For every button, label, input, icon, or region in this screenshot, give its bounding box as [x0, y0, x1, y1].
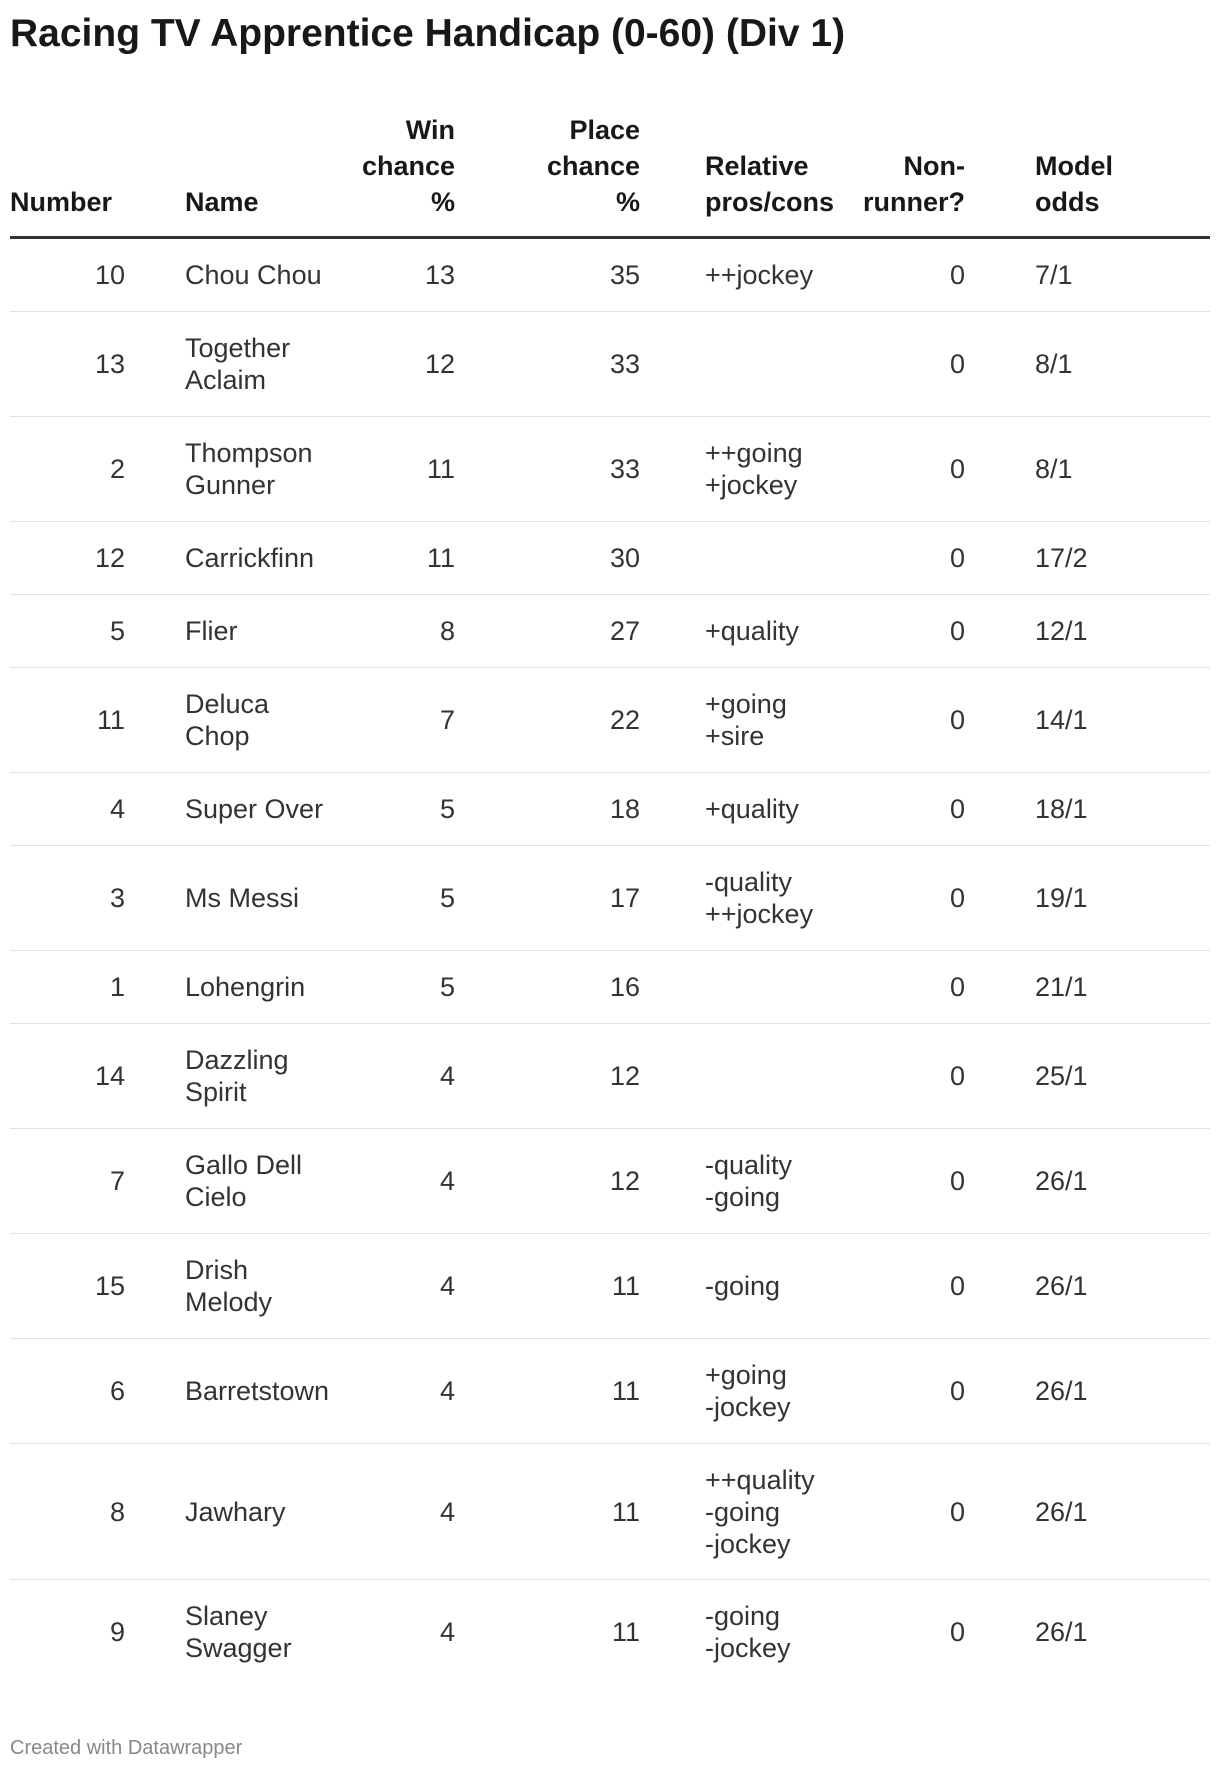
- cell-pros-cons: ++going +jockey: [680, 417, 855, 522]
- cell-pros-cons: -quality -going: [680, 1129, 855, 1234]
- table-row: [10, 417, 1210, 522]
- cell-pros-cons: -quality ++jockey: [680, 846, 855, 951]
- table-row: [10, 1339, 1210, 1444]
- cell-pros-cons: +quality: [680, 773, 855, 846]
- cell-number: [10, 846, 185, 951]
- cell-model-odds: 26/1: [1035, 1129, 1210, 1234]
- table-body: [10, 238, 1210, 1685]
- cell-non-runner: 0: [855, 595, 1035, 668]
- cell-place-chance: 17: [515, 846, 680, 951]
- cell-model-odds: 8/1: [1035, 417, 1210, 522]
- cell-win-chance: 8: [350, 595, 515, 668]
- cell-number-value: 1: [109, 972, 125, 1002]
- cell-model-odds: 18/1: [1035, 773, 1210, 846]
- cell-non-runner: 0: [855, 1444, 1035, 1580]
- cell-name: Super Over: [185, 773, 350, 846]
- cell-non-runner: 0: [949, 1617, 965, 1647]
- cell-pros-cons: -going -jockey: [705, 1601, 791, 1663]
- cell-non-runner: 0: [855, 417, 1035, 522]
- cell-number: [10, 595, 185, 668]
- cell-model-odds: 25/1: [1035, 1024, 1210, 1129]
- table-row: [10, 951, 1210, 1024]
- cell-win-chance: 11: [350, 417, 515, 522]
- cell-non-runner: 0: [855, 1339, 1035, 1444]
- column-header-pros-cons[interactable]: Relative pros/cons: [680, 106, 855, 238]
- cell-pros-cons: [680, 1024, 855, 1129]
- cell-number: [10, 312, 185, 417]
- cell-place-chance: 11: [515, 1234, 680, 1339]
- table-row: [10, 1580, 1210, 1685]
- cell-number-value: 13: [94, 349, 125, 379]
- cell-pros-cons: ++quality -going -jockey: [680, 1444, 855, 1580]
- column-header-win-chance[interactable]: Win chance %: [350, 106, 515, 238]
- cell-place-chance: 35: [515, 238, 680, 312]
- cell-win-chance: 4: [439, 1617, 455, 1647]
- cell-non-runner: 0: [855, 1234, 1035, 1339]
- cell-number: [10, 951, 185, 1024]
- cell-win-chance: 13: [350, 238, 515, 312]
- cell-place-chance: 30: [515, 522, 680, 595]
- cell-model-odds: 8/1: [1035, 312, 1210, 417]
- cell-win-chance: 11: [350, 522, 515, 595]
- cell-place-chance: 18: [515, 773, 680, 846]
- cell-number: [10, 238, 185, 312]
- cell-non-runner: 0: [855, 312, 1035, 417]
- cell-model-odds: 26/1: [1035, 1339, 1210, 1444]
- cell-number-value: 2: [109, 454, 125, 484]
- cell-place-chance: 11: [515, 1339, 680, 1444]
- cell-model-odds: 26/1: [1035, 1617, 1088, 1647]
- cell-win-chance: 5: [350, 773, 515, 846]
- cell-pros-cons: +going -jockey: [680, 1339, 855, 1444]
- chart-title: Racing TV Apprentice Handicap (0-60) (Div 1): [10, 12, 846, 55]
- cell-win-chance: 12: [350, 312, 515, 417]
- table-row: [10, 522, 1210, 595]
- table-row: [10, 238, 1210, 312]
- cell-number-value: 11: [96, 705, 125, 735]
- cell-model-odds: 14/1: [1035, 668, 1210, 773]
- cell-name: Carrickfinn: [185, 522, 350, 595]
- cell-place-chance: 12: [515, 1129, 680, 1234]
- cell-place-chance: 27: [515, 595, 680, 668]
- cell-win-chance: 4: [350, 1024, 515, 1129]
- cell-non-runner: 0: [855, 668, 1035, 773]
- cell-name: Together Aclaim: [185, 312, 350, 417]
- column-header-non-runner[interactable]: Non- runner?: [855, 106, 1035, 238]
- cell-pros-cons: [680, 522, 855, 595]
- cell-number-value: 5: [109, 616, 125, 646]
- cell-number-value: 12: [94, 543, 125, 573]
- cell-model-odds: 17/2: [1035, 522, 1210, 595]
- cell-name: Deluca Chop: [185, 668, 350, 773]
- cell-pros-cons: +going +sire: [680, 668, 855, 773]
- cell-win-chance: 4: [350, 1444, 515, 1580]
- footer-credit: Created with Datawrapper: [10, 1737, 243, 1759]
- cell-number-value: 9: [109, 1617, 125, 1647]
- table-row: [10, 1129, 1210, 1234]
- cell-model-odds: 26/1: [1035, 1444, 1210, 1580]
- cell-non-runner: 0: [855, 846, 1035, 951]
- cell-name: Lohengrin: [185, 951, 350, 1024]
- cell-win-chance: 4: [350, 1129, 515, 1234]
- column-header-number[interactable]: Number: [10, 106, 185, 238]
- column-header-name[interactable]: Name: [185, 106, 350, 238]
- table-row: [10, 668, 1210, 773]
- cell-name: Gallo Dell Cielo: [185, 1129, 350, 1234]
- cell-number: [10, 1580, 185, 1685]
- cell-number: [10, 773, 185, 846]
- cell-number-value: 3: [109, 883, 125, 913]
- cell-number: [10, 668, 185, 773]
- cell-model-odds: 12/1: [1035, 595, 1210, 668]
- cell-number: [10, 1024, 185, 1129]
- table-row: [10, 595, 1210, 668]
- cell-number-value: 8: [109, 1496, 125, 1527]
- cell-name: Ms Messi: [185, 846, 350, 951]
- cell-number: [10, 1339, 185, 1444]
- cell-win-chance: 5: [350, 951, 515, 1024]
- cell-number: [10, 1129, 185, 1234]
- cell-name: Flier: [185, 595, 350, 668]
- cell-place-chance: 12: [515, 1024, 680, 1129]
- cell-number-value: 15: [94, 1271, 125, 1301]
- cell-number: [10, 1444, 185, 1580]
- cell-number-value: 6: [109, 1376, 125, 1406]
- cell-place-chance: 33: [515, 417, 680, 522]
- cell-place-chance: 33: [515, 312, 680, 417]
- cell-name: Thompson Gunner: [185, 417, 350, 522]
- cell-win-chance: 5: [350, 846, 515, 951]
- table-row: [10, 846, 1210, 951]
- cell-non-runner: 0: [855, 773, 1035, 846]
- cell-name: Jawhary: [185, 1444, 350, 1580]
- column-header-place-chance[interactable]: Place chance %: [515, 106, 680, 238]
- cell-number: [10, 417, 185, 522]
- cell-pros-cons: -going: [680, 1234, 855, 1339]
- cell-number-value: 10: [94, 260, 125, 290]
- cell-place-chance: 16: [515, 951, 680, 1024]
- cell-model-odds: 26/1: [1035, 1234, 1210, 1339]
- data-table: [10, 106, 1210, 1684]
- cell-model-odds: 21/1: [1035, 951, 1210, 1024]
- cell-model-odds: 7/1: [1035, 238, 1210, 312]
- cell-name: Drish Melody: [185, 1234, 350, 1339]
- cell-number: [10, 1234, 185, 1339]
- header-row: [10, 106, 1210, 238]
- cell-win-chance: 4: [350, 1339, 515, 1444]
- cell-place-chance: 11: [515, 1444, 680, 1580]
- table-row: [10, 312, 1210, 417]
- cell-non-runner: 0: [855, 951, 1035, 1024]
- cell-win-chance: 4: [350, 1234, 515, 1339]
- table-row: [10, 1024, 1210, 1129]
- table-row: [10, 1234, 1210, 1339]
- table-row: [10, 773, 1210, 846]
- cell-pros-cons: [680, 951, 855, 1024]
- cell-name: Chou Chou: [185, 238, 350, 312]
- cell-name: Dazzling Spirit: [185, 1024, 350, 1129]
- cell-win-chance: 7: [350, 668, 515, 773]
- column-header-model-odds[interactable]: Model odds: [1035, 106, 1210, 238]
- cell-pros-cons: ++jockey: [680, 238, 855, 312]
- cell-non-runner: 0: [855, 1024, 1035, 1129]
- cell-number: [10, 522, 185, 595]
- cell-place-chance: 11: [611, 1617, 640, 1647]
- table-row: [10, 1444, 1210, 1580]
- cell-non-runner: 0: [855, 1129, 1035, 1234]
- cell-non-runner: 0: [855, 238, 1035, 312]
- cell-name: Barretstown: [185, 1339, 350, 1444]
- cell-name: Slaney Swagger: [185, 1601, 292, 1663]
- cell-number-value: 4: [109, 794, 125, 824]
- cell-non-runner: 0: [855, 522, 1035, 595]
- cell-pros-cons: +quality: [680, 595, 855, 668]
- cell-number-value: 7: [109, 1166, 125, 1196]
- cell-number-value: 14: [94, 1061, 125, 1091]
- cell-pros-cons: [680, 312, 855, 417]
- cell-place-chance: 22: [515, 668, 680, 773]
- cell-model-odds: 19/1: [1035, 846, 1210, 951]
